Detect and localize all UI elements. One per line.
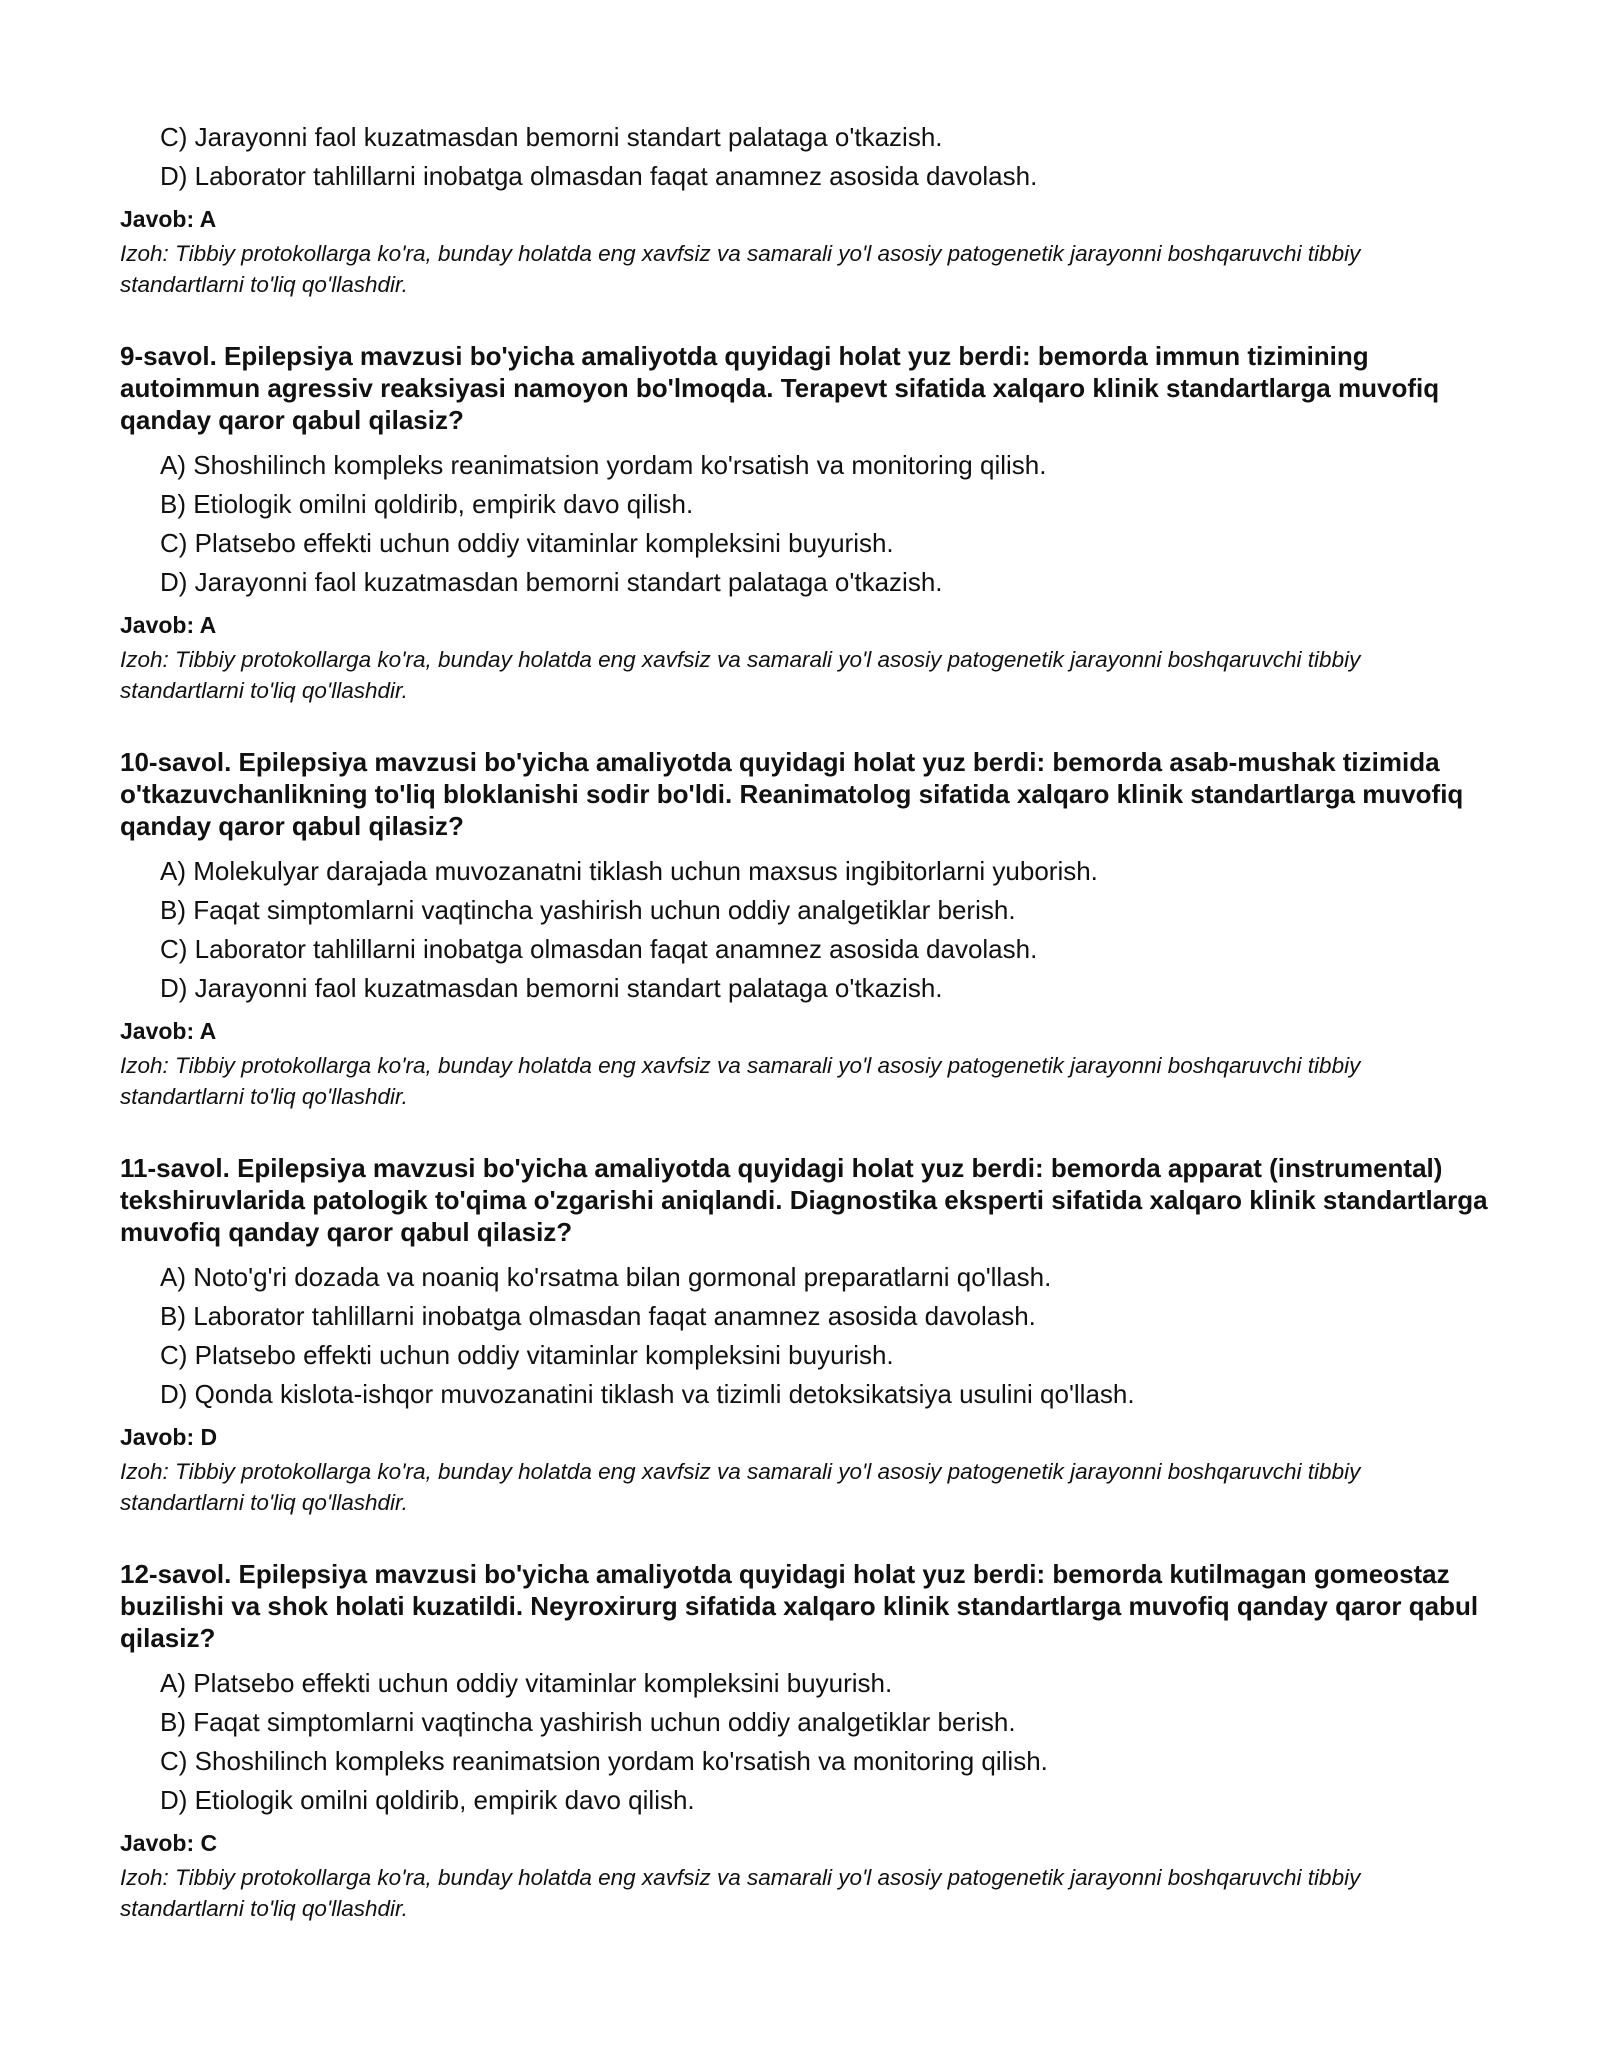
answer-option: A) Shoshilinch kompleks reanimatsion yordam ko'rsatish va monitoring qilish. [160, 450, 1047, 480]
correct-answer: Javob: A [120, 612, 217, 638]
explanation-note: Izoh: Tibbiy protokollarga ko'ra, bunday holatda eng xavfsiz va samarali yo'l asosiy patogenetik jarayonni boshqaruvchi tibbiy standartlarni to'liq qo'llashdir. [120, 1865, 1361, 1921]
options-list [120, 852, 1490, 1008]
question-text: 11-savol. Epilepsiya mavzusi bo'yicha amaliyotda quyidagi holat yuz berdi: bemorda apparat (instrumental) tekshiruvlarida patologik to'qima o'zgarishi aniqlandi. Diagnostika eksperti sifatida xalqaro klinik standartlarga muvofiq qanday qaror qabul qilasiz? [120, 1153, 1488, 1247]
question-block-9 [120, 340, 1490, 706]
options-list [120, 446, 1490, 602]
answer-option: D) Jarayonni faol kuzatmasdan bemorni standart palataga o'tkazish. [160, 567, 943, 597]
answer-option: C) Platsebo effekti uchun oddiy vitaminlar kompleksini buyurish. [160, 1340, 894, 1370]
answer-option: D) Etiologik omilni qoldirib, empirik davo qilish. [160, 1785, 695, 1815]
answer-option: C) Platsebo effekti uchun oddiy vitaminlar kompleksini buyurish. [160, 528, 894, 558]
answer-option: A) Platsebo effekti uchun oddiy vitaminlar kompleksini buyurish. [160, 1668, 893, 1698]
options-list [120, 1664, 1490, 1820]
answer-option: C) Laborator tahlillarni inobatga olmasdan faqat anamnez asosida davolash. [160, 934, 1038, 964]
question-block-10 [120, 746, 1490, 1112]
question-block-11 [120, 1152, 1490, 1518]
answer-option: A) Molekulyar darajada muvozanatni tiklash uchun maxsus ingibitorlarni yuborish. [160, 856, 1098, 886]
question-text: 10-savol. Epilepsiya mavzusi bo'yicha amaliyotda quyidagi holat yuz berdi: bemorda asab-mushak tizimida o'tkazuvchanlikning to'liq bloklanishi sodir bo'ldi. Reanimatolog sifatida xalqaro klinik standartlarga muvofiq qanday qaror qabul qilasiz? [120, 747, 1464, 841]
question-block-12 [120, 1558, 1490, 1924]
answer-option: A) Noto'g'ri dozada va noaniq ko'rsatma bilan gormonal preparatlarni qo'llash. [160, 1262, 1052, 1292]
correct-answer: Javob: C [120, 1830, 218, 1856]
answer-option: C) Jarayonni faol kuzatmasdan bemorni standart palataga o'tkazish. [160, 122, 943, 152]
answer-option: B) Faqat simptomlarni vaqtincha yashirish uchun oddiy analgetiklar berish. [160, 1707, 1016, 1737]
explanation-note: Izoh: Tibbiy protokollarga ko'ra, bunday holatda eng xavfsiz va samarali yo'l asosiy patogenetik jarayonni boshqaruvchi tibbiy standartlarni to'liq qo'llashdir. [120, 647, 1361, 703]
question-text: 9-savol. Epilepsiya mavzusi bo'yicha amaliyotda quyidagi holat yuz berdi: bemorda immun tizimining autoimmun agressiv reaksiyasi namoyon bo'lmoqda. Terapevt sifatida xalqaro klinik standartlarga muvofiq qanday qaror qabul qilasiz? [120, 341, 1440, 435]
answer-option: D) Laborator tahlillarni inobatga olmasdan faqat anamnez asosida davolash. [160, 161, 1038, 191]
answer-option: B) Etiologik omilni qoldirib, empirik davo qilish. [160, 489, 694, 519]
explanation-note: Izoh: Tibbiy protokollarga ko'ra, bunday holatda eng xavfsiz va samarali yo'l asosiy patogenetik jarayonni boshqaruvchi tibbiy standartlarni to'liq qo'llashdir. [120, 1459, 1361, 1515]
explanation-note: Izoh: Tibbiy protokollarga ko'ra, bunday holatda eng xavfsiz va samarali yo'l asosiy patogenetik jarayonni boshqaruvchi tibbiy standartlarni to'liq qo'llashdir. [120, 241, 1361, 297]
answer-option: D) Jarayonni faol kuzatmasdan bemorni standart palataga o'tkazish. [160, 973, 943, 1003]
options-list [120, 1258, 1490, 1414]
answer-option: B) Laborator tahlillarni inobatga olmasdan faqat anamnez asosida davolash. [160, 1301, 1036, 1331]
question-text: 12-savol. Epilepsiya mavzusi bo'yicha amaliyotda quyidagi holat yuz berdi: bemorda kutilmagan gomeostaz buzilishi va shok holati kuzatildi. Neyroxirurg sifatida xalqaro klinik standartlarga muvofiq qanday qaror qabul qilasiz? [120, 1559, 1479, 1653]
correct-answer: Javob: D [120, 1424, 218, 1450]
answer-option: C) Shoshilinch kompleks reanimatsion yordam ko'rsatish va monitoring qilish. [160, 1746, 1048, 1776]
correct-answer: Javob: A [120, 1018, 217, 1044]
document-page [120, 118, 1490, 1924]
explanation-note: Izoh: Tibbiy protokollarga ko'ra, bunday holatda eng xavfsiz va samarali yo'l asosiy patogenetik jarayonni boshqaruvchi tibbiy standartlarni to'liq qo'llashdir. [120, 1053, 1361, 1109]
answer-option: D) Qonda kislota-ishqor muvozanatini tiklash va tizimli detoksikatsiya usulini qo'llash. [160, 1379, 1135, 1409]
continued-question-block [120, 118, 1490, 300]
answer-option: B) Faqat simptomlarni vaqtincha yashirish uchun oddiy analgetiklar berish. [160, 895, 1016, 925]
correct-answer: Javob: A [120, 206, 217, 232]
